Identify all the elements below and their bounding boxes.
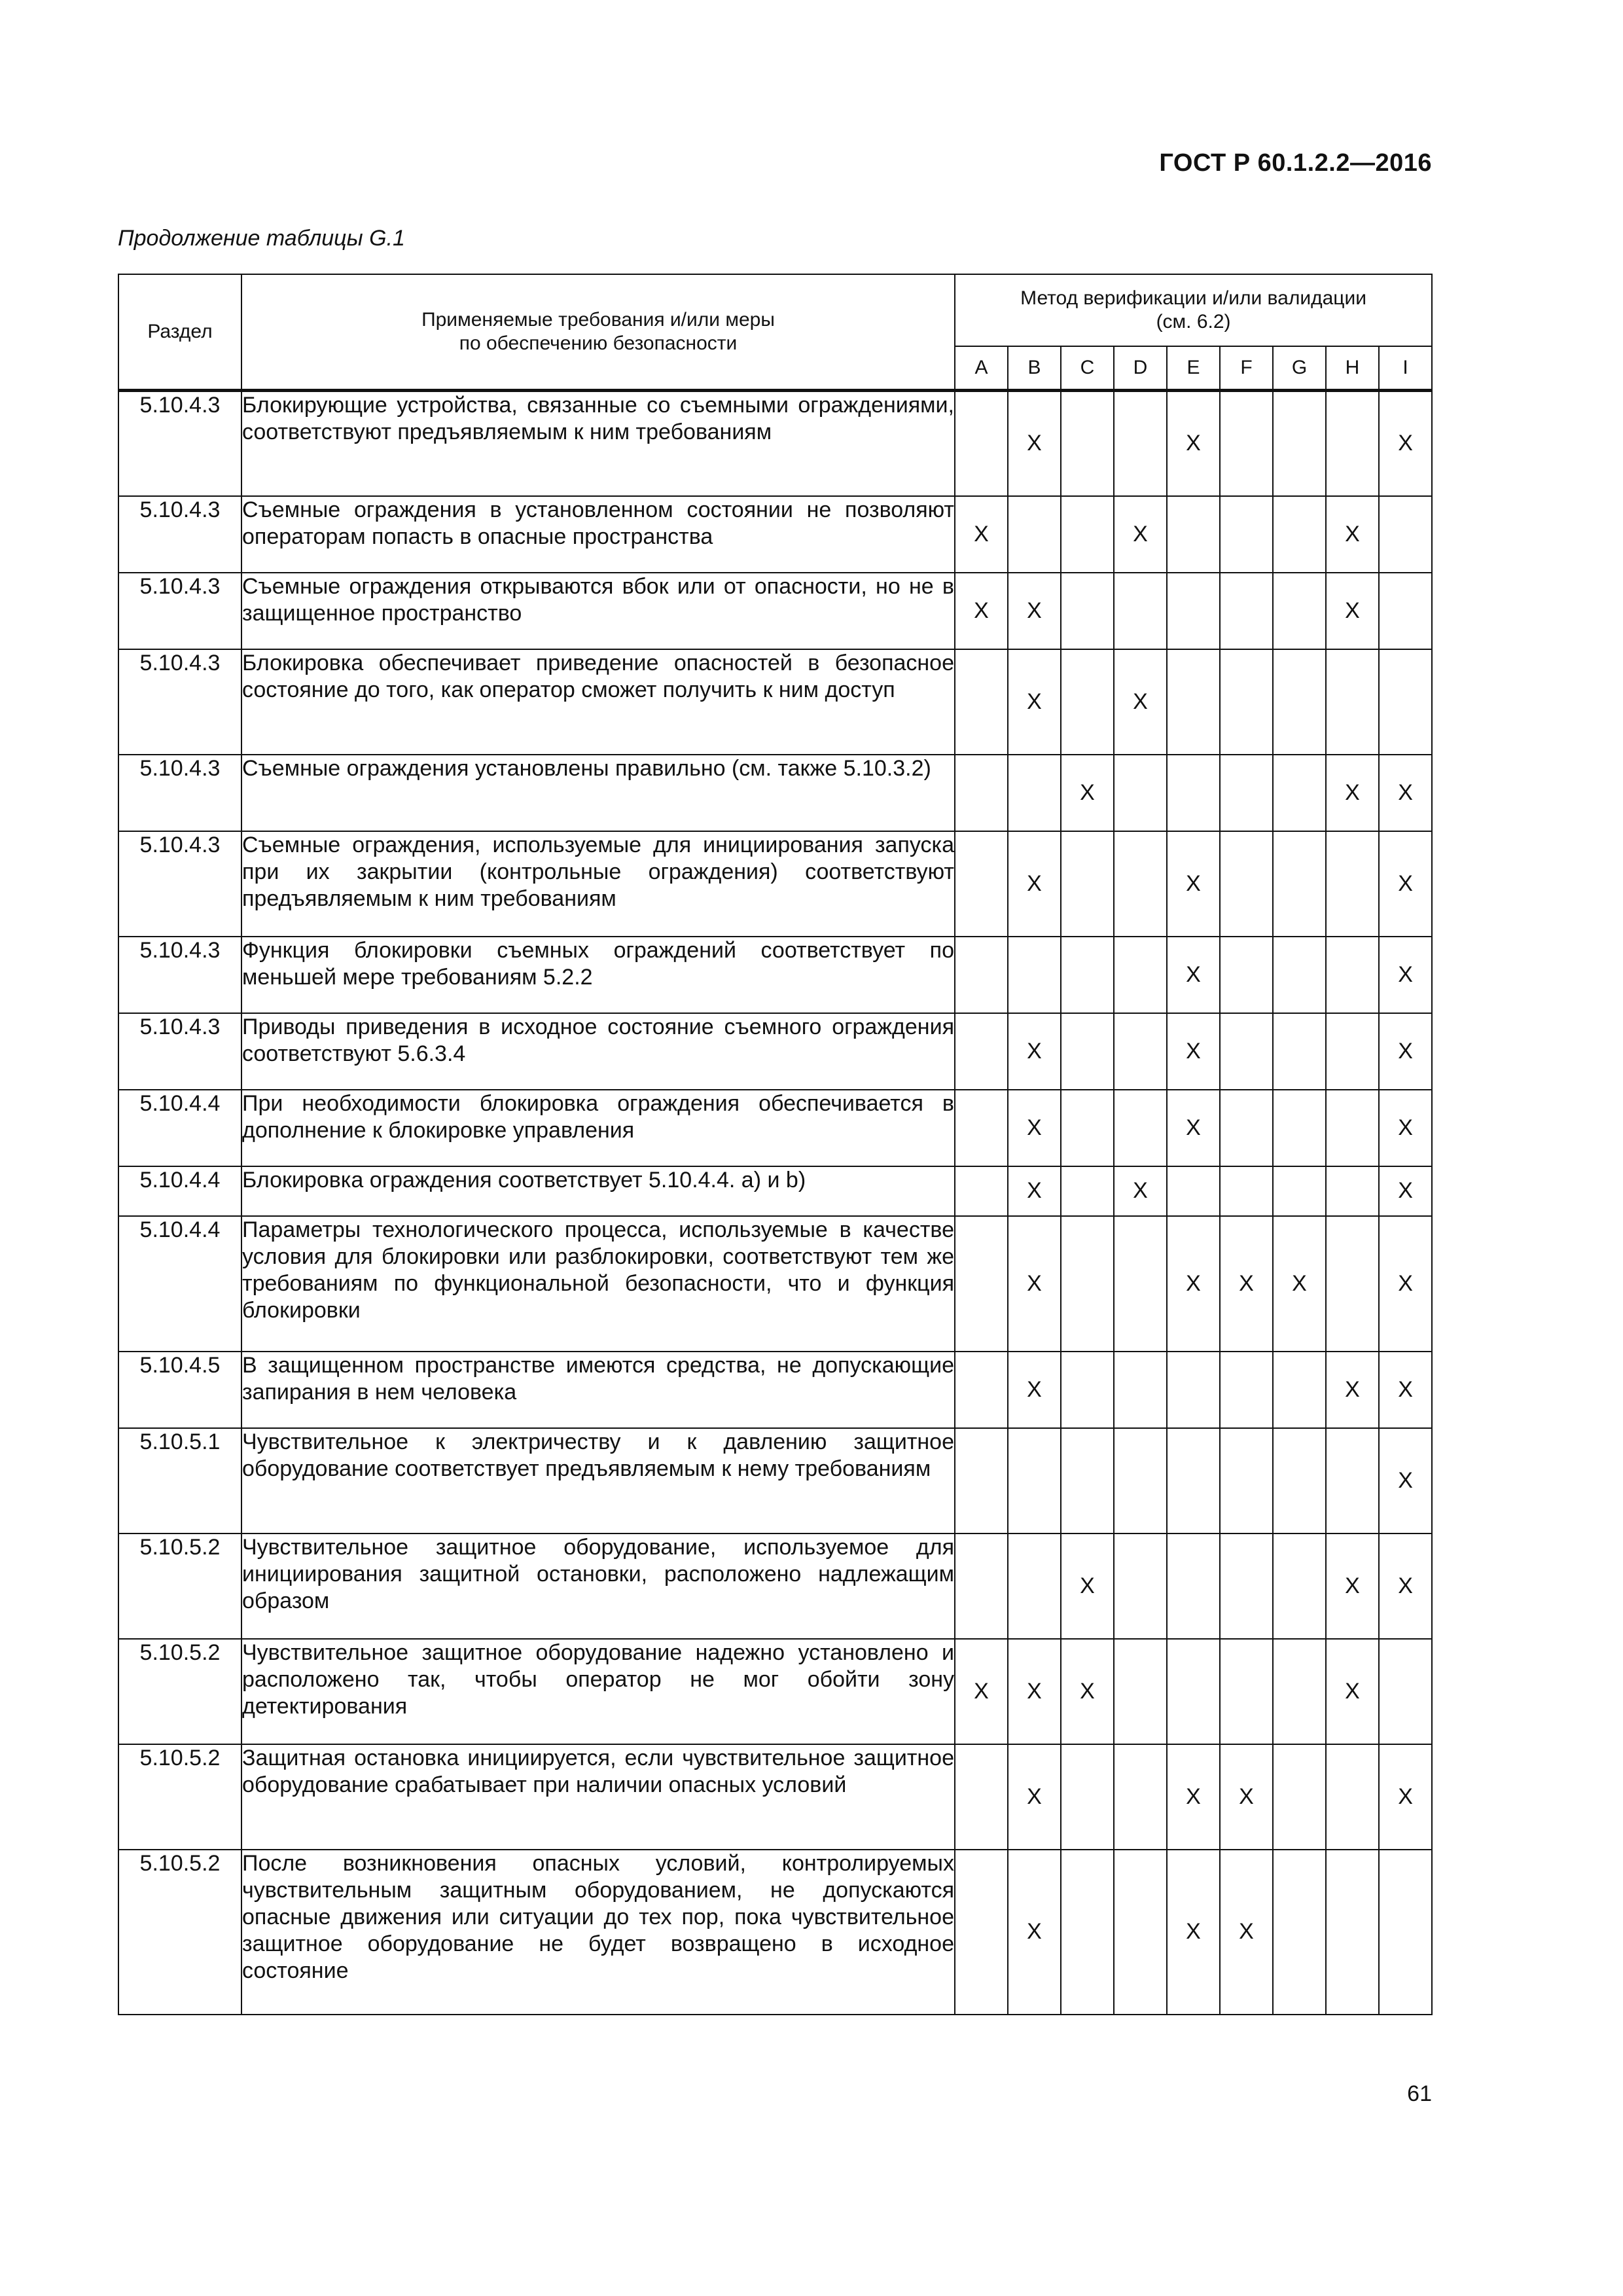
method-code-c: C	[1061, 346, 1114, 391]
method-mark-i: X	[1379, 755, 1432, 831]
header-section: Раздел	[118, 274, 241, 391]
row-section: 5.10.5.2	[118, 1850, 241, 2015]
method-mark-g	[1273, 496, 1326, 573]
row-section: 5.10.4.3	[118, 573, 241, 649]
method-mark-e: X	[1167, 1090, 1220, 1166]
method-mark-c	[1061, 1352, 1114, 1428]
method-mark-b: X	[1008, 649, 1061, 755]
method-mark-h: X	[1326, 496, 1379, 573]
method-mark-g	[1273, 1534, 1326, 1639]
method-mark-d	[1114, 755, 1167, 831]
row-section: 5.10.4.5	[118, 1352, 241, 1428]
row-requirement: Съемные ограждения в установленном состоянии не позволяют операторам попасть в опасные пространства	[241, 496, 955, 573]
method-mark-h	[1326, 391, 1379, 496]
table-row	[118, 1166, 1432, 1216]
method-mark-a	[955, 937, 1008, 1013]
method-mark-b	[1008, 937, 1061, 1013]
method-mark-d: X	[1114, 649, 1167, 755]
method-mark-h	[1326, 1013, 1379, 1090]
method-mark-a	[955, 1744, 1008, 1850]
method-mark-h	[1326, 649, 1379, 755]
method-mark-f	[1220, 1352, 1273, 1428]
method-mark-i: X	[1379, 1352, 1432, 1428]
row-section: 5.10.4.3	[118, 391, 241, 496]
method-mark-e	[1167, 755, 1220, 831]
method-mark-g	[1273, 391, 1326, 496]
method-mark-h: X	[1326, 1639, 1379, 1744]
row-section: 5.10.4.3	[118, 1013, 241, 1090]
method-mark-f	[1220, 1013, 1273, 1090]
header-methods-line: Метод верификации и/или валидации	[1020, 287, 1366, 309]
method-code-i: I	[1379, 346, 1432, 391]
method-mark-g	[1273, 1352, 1326, 1428]
method-mark-h	[1326, 937, 1379, 1013]
row-section: 5.10.4.4	[118, 1090, 241, 1166]
method-mark-h	[1326, 1216, 1379, 1352]
row-requirement: Съемные ограждения установлены правильно (см. также 5.10.3.2)	[241, 755, 955, 831]
method-mark-b: X	[1008, 391, 1061, 496]
row-requirement: Блокирующие устройства, связанные со съемными ограждениями, соответствуют предъявляемым к ним требованиям	[241, 391, 955, 496]
method-mark-b: X	[1008, 1013, 1061, 1090]
method-mark-d: X	[1114, 1166, 1167, 1216]
method-code-b: B	[1008, 346, 1061, 391]
method-mark-d	[1114, 831, 1167, 937]
header-requirement-line: по обеспечению безопасности	[459, 332, 738, 354]
method-mark-a	[955, 1216, 1008, 1352]
method-mark-c: X	[1061, 1534, 1114, 1639]
method-mark-e	[1167, 496, 1220, 573]
method-mark-e: X	[1167, 937, 1220, 1013]
method-mark-h	[1326, 1744, 1379, 1850]
method-mark-a	[955, 1352, 1008, 1428]
method-mark-c	[1061, 1166, 1114, 1216]
method-mark-d	[1114, 1216, 1167, 1352]
method-mark-a	[955, 1428, 1008, 1534]
method-mark-e: X	[1167, 1850, 1220, 2015]
method-mark-a	[955, 1166, 1008, 1216]
method-mark-h: X	[1326, 755, 1379, 831]
method-mark-e: X	[1167, 831, 1220, 937]
method-mark-f	[1220, 937, 1273, 1013]
method-mark-i	[1379, 1639, 1432, 1744]
method-mark-c: X	[1061, 1639, 1114, 1744]
method-mark-c	[1061, 1744, 1114, 1850]
method-mark-d	[1114, 391, 1167, 496]
method-mark-h	[1326, 1850, 1379, 2015]
table-row	[118, 1090, 1432, 1166]
method-mark-e	[1167, 649, 1220, 755]
method-mark-h: X	[1326, 573, 1379, 649]
table-row	[118, 496, 1432, 573]
row-requirement: В защищенном пространстве имеются средства, не допускающие запирания в нем человека	[241, 1352, 955, 1428]
method-mark-i: X	[1379, 1534, 1432, 1639]
method-mark-f	[1220, 649, 1273, 755]
method-mark-i: X	[1379, 1166, 1432, 1216]
method-mark-d	[1114, 1850, 1167, 2015]
method-mark-i	[1379, 649, 1432, 755]
method-mark-d	[1114, 1352, 1167, 1428]
method-mark-d	[1114, 1744, 1167, 1850]
method-mark-i: X	[1379, 1216, 1432, 1352]
method-mark-f: X	[1220, 1850, 1273, 2015]
method-mark-a	[955, 831, 1008, 937]
row-requirement: Съемные ограждения, используемые для инициирования запуска при их закрытии (контрольные ограждения) соответствуют предъявляемым к ним требованиям	[241, 831, 955, 937]
method-mark-a	[955, 1534, 1008, 1639]
method-mark-c	[1061, 1428, 1114, 1534]
table-row	[118, 1534, 1432, 1639]
method-mark-i: X	[1379, 1428, 1432, 1534]
table-row	[118, 1428, 1432, 1534]
header-methods-line: (см. 6.2)	[1156, 311, 1231, 332]
table-row	[118, 937, 1432, 1013]
row-requirement: Параметры технологического процесса, используемые в качестве условия для блокировки или разблокировки, соответствуют тем же требованиям по функциональной безопасности, что и функция блокировки	[241, 1216, 955, 1352]
method-mark-c	[1061, 1090, 1114, 1166]
method-mark-b: X	[1008, 831, 1061, 937]
method-mark-i	[1379, 573, 1432, 649]
method-mark-f	[1220, 1534, 1273, 1639]
method-mark-c	[1061, 649, 1114, 755]
method-mark-b	[1008, 755, 1061, 831]
method-mark-g	[1273, 831, 1326, 937]
method-mark-h	[1326, 1090, 1379, 1166]
method-mark-d	[1114, 937, 1167, 1013]
row-section: 5.10.5.2	[118, 1744, 241, 1850]
method-mark-b: X	[1008, 1850, 1061, 2015]
method-mark-i: X	[1379, 1090, 1432, 1166]
page-number: 61	[1407, 2081, 1432, 2106]
method-mark-g	[1273, 1744, 1326, 1850]
method-mark-a	[955, 649, 1008, 755]
row-requirement: После возникновения опасных условий, контролируемых чувствительным защитным оборудованием, не допускаются опасные движения или ситуации до тех пор, пока чувствительное защитное оборудование не будет возвращено в исходное состояние	[241, 1850, 955, 2015]
method-mark-f: X	[1220, 1216, 1273, 1352]
table-row	[118, 1744, 1432, 1850]
method-mark-g	[1273, 1166, 1326, 1216]
method-mark-f	[1220, 831, 1273, 937]
method-mark-d	[1114, 1428, 1167, 1534]
method-mark-b: X	[1008, 1639, 1061, 1744]
method-mark-f	[1220, 1428, 1273, 1534]
method-mark-b: X	[1008, 1352, 1061, 1428]
method-mark-i: X	[1379, 831, 1432, 937]
row-section: 5.10.4.3	[118, 831, 241, 937]
method-mark-f	[1220, 391, 1273, 496]
method-mark-i: X	[1379, 1744, 1432, 1850]
table-row	[118, 1216, 1432, 1352]
method-mark-h: X	[1326, 1352, 1379, 1428]
table-row	[118, 1013, 1432, 1090]
header-requirement	[241, 274, 955, 391]
method-mark-i	[1379, 1850, 1432, 2015]
row-requirement: При необходимости блокировка ограждения обеспечивается в дополнение к блокировке управления	[241, 1090, 955, 1166]
method-mark-g	[1273, 1090, 1326, 1166]
method-mark-f	[1220, 1639, 1273, 1744]
method-mark-a	[955, 1850, 1008, 2015]
method-mark-b	[1008, 1428, 1061, 1534]
table-row	[118, 391, 1432, 496]
method-mark-e: X	[1167, 1013, 1220, 1090]
method-mark-e	[1167, 573, 1220, 649]
method-mark-f	[1220, 1090, 1273, 1166]
method-mark-e: X	[1167, 391, 1220, 496]
method-mark-e	[1167, 1428, 1220, 1534]
table-row	[118, 649, 1432, 755]
method-code-d: D	[1114, 346, 1167, 391]
method-mark-h	[1326, 831, 1379, 937]
table-continuation-label: Продолжение таблицы G.1	[118, 226, 405, 251]
row-requirement: Чувствительное к электричеству и к давлению защитное оборудование соответствует предъявляемым к нему требованиям	[241, 1428, 955, 1534]
table-row	[118, 1639, 1432, 1744]
method-mark-a: X	[955, 496, 1008, 573]
header-requirement-line: Применяемые требования и/или меры	[421, 309, 775, 331]
row-section: 5.10.5.2	[118, 1534, 241, 1639]
row-requirement: Защитная остановка инициируется, если чувствительное защитное оборудование срабатывает при наличии опасных условий	[241, 1744, 955, 1850]
method-mark-c	[1061, 1850, 1114, 2015]
verification-table	[118, 274, 1433, 2015]
method-mark-i: X	[1379, 937, 1432, 1013]
method-mark-i: X	[1379, 391, 1432, 496]
method-mark-i	[1379, 496, 1432, 573]
method-mark-d	[1114, 1639, 1167, 1744]
method-mark-e	[1167, 1639, 1220, 1744]
document-code: ГОСТ Р 60.1.2.2—2016	[1159, 149, 1432, 177]
method-mark-a: X	[955, 573, 1008, 649]
row-requirement: Чувствительное защитное оборудование надежно установлено и расположено так, чтобы оператор не мог обойти зону детектирования	[241, 1639, 955, 1744]
table-row	[118, 573, 1432, 649]
row-requirement: Функция блокировки съемных ограждений соответствует по меньшей мере требованиям 5.2.2	[241, 937, 955, 1013]
method-code-f: F	[1220, 346, 1273, 391]
method-mark-c	[1061, 831, 1114, 937]
method-mark-b: X	[1008, 573, 1061, 649]
method-mark-c	[1061, 937, 1114, 1013]
row-section: 5.10.4.3	[118, 496, 241, 573]
row-section: 5.10.5.2	[118, 1639, 241, 1744]
row-section: 5.10.4.3	[118, 755, 241, 831]
row-section: 5.10.4.4	[118, 1166, 241, 1216]
method-mark-b	[1008, 496, 1061, 573]
method-mark-h: X	[1326, 1534, 1379, 1639]
method-mark-g	[1273, 755, 1326, 831]
row-requirement: Блокировка ограждения соответствует 5.10.4.4. а) и b)	[241, 1166, 955, 1216]
method-mark-g	[1273, 1639, 1326, 1744]
row-requirement: Приводы приведения в исходное состояние съемного ограждения соответствуют 5.6.3.4	[241, 1013, 955, 1090]
method-mark-b: X	[1008, 1216, 1061, 1352]
method-mark-c	[1061, 496, 1114, 573]
row-requirement: Блокировка обеспечивает приведение опасностей в безопасное состояние до того, как оператор сможет получить к ним доступ	[241, 649, 955, 755]
method-mark-i: X	[1379, 1013, 1432, 1090]
method-mark-g	[1273, 1428, 1326, 1534]
method-mark-c	[1061, 391, 1114, 496]
row-section: 5.10.4.4	[118, 1216, 241, 1352]
table-row	[118, 1352, 1432, 1428]
method-mark-g	[1273, 1850, 1326, 2015]
method-code-h: H	[1326, 346, 1379, 391]
method-mark-d	[1114, 573, 1167, 649]
table-row	[118, 1850, 1432, 2015]
method-mark-c	[1061, 573, 1114, 649]
method-mark-h	[1326, 1166, 1379, 1216]
method-mark-g	[1273, 937, 1326, 1013]
method-mark-a	[955, 755, 1008, 831]
table-row	[118, 831, 1432, 937]
method-mark-f: X	[1220, 1744, 1273, 1850]
row-requirement: Съемные ограждения открываются вбок или от опасности, но не в защищенное пространство	[241, 573, 955, 649]
method-mark-d: X	[1114, 496, 1167, 573]
row-section: 5.10.5.1	[118, 1428, 241, 1534]
method-mark-f	[1220, 1166, 1273, 1216]
method-mark-c: X	[1061, 755, 1114, 831]
method-mark-f	[1220, 496, 1273, 573]
method-mark-e: X	[1167, 1216, 1220, 1352]
method-mark-e	[1167, 1352, 1220, 1428]
row-section: 5.10.4.3	[118, 649, 241, 755]
method-mark-d	[1114, 1534, 1167, 1639]
method-mark-a	[955, 1090, 1008, 1166]
table-row	[118, 755, 1432, 831]
method-mark-b: X	[1008, 1090, 1061, 1166]
method-code-g: G	[1273, 346, 1326, 391]
method-mark-a	[955, 391, 1008, 496]
method-mark-f	[1220, 755, 1273, 831]
method-mark-b: X	[1008, 1744, 1061, 1850]
method-mark-e: X	[1167, 1744, 1220, 1850]
method-mark-a	[955, 1013, 1008, 1090]
method-mark-g: X	[1273, 1216, 1326, 1352]
method-mark-f	[1220, 573, 1273, 649]
method-mark-c	[1061, 1013, 1114, 1090]
method-mark-a: X	[955, 1639, 1008, 1744]
method-mark-b	[1008, 1534, 1061, 1639]
method-mark-d	[1114, 1013, 1167, 1090]
method-mark-h	[1326, 1428, 1379, 1534]
method-mark-g	[1273, 1013, 1326, 1090]
method-mark-c	[1061, 1216, 1114, 1352]
method-mark-b: X	[1008, 1166, 1061, 1216]
method-mark-e	[1167, 1534, 1220, 1639]
method-code-e: E	[1167, 346, 1220, 391]
method-mark-e	[1167, 1166, 1220, 1216]
row-requirement: Чувствительное защитное оборудование, используемое для инициирования защитной остановки, расположено надлежащим образом	[241, 1534, 955, 1639]
row-section: 5.10.4.3	[118, 937, 241, 1013]
method-mark-g	[1273, 649, 1326, 755]
method-mark-d	[1114, 1090, 1167, 1166]
method-code-a: A	[955, 346, 1008, 391]
header-methods	[955, 274, 1432, 346]
method-mark-g	[1273, 573, 1326, 649]
